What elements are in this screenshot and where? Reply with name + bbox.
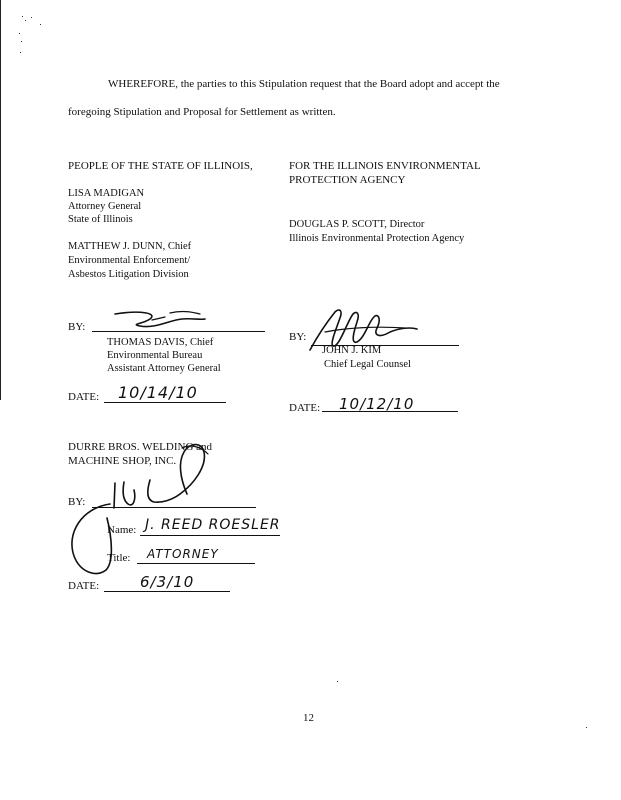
closing-line-2: foregoing Stipulation and Proposal for Settlement as written.	[68, 106, 336, 118]
scan-edge-line	[0, 0, 1, 400]
people-date-line	[104, 402, 226, 403]
ag-title-1: Attorney General	[68, 201, 142, 212]
scan-speck	[40, 24, 41, 25]
scan-speck	[31, 17, 32, 18]
page-number: 12	[303, 712, 314, 724]
respondent-title-label: Title:	[107, 552, 131, 564]
respondent-name-line	[140, 535, 280, 536]
closing-line-1: WHEREFORE, the parties to this Stipulation request that the Board adopt and accept the	[108, 78, 500, 90]
people-signer-title-1: Environmental Bureau	[107, 350, 203, 361]
director-name: DOUGLAS P. SCOTT, Director	[289, 219, 425, 230]
agency-by-label: BY:	[289, 331, 307, 343]
chief-title-1: Environmental Enforcement/	[68, 255, 191, 266]
agency-heading-1: FOR THE ILLINOIS ENVIRONMENTAL	[289, 160, 481, 172]
people-heading: PEOPLE OF THE STATE OF ILLINOIS,	[68, 160, 253, 172]
agency-signer-name: JOHN J. KIM	[322, 345, 382, 356]
scan-speck	[21, 41, 22, 42]
respondent-name-value: J. REED ROESLER	[145, 517, 281, 533]
agency-date-value: 10/12/10	[339, 395, 415, 413]
respondent-name-1: DURRE BROS. WELDING and	[68, 441, 213, 453]
people-signer-name: THOMAS DAVIS, Chief	[107, 337, 214, 348]
scan-speck	[20, 52, 21, 53]
respondent-date-value: 6/3/10	[140, 573, 195, 591]
respondent-signature	[62, 438, 222, 588]
people-date-value: 10/14/10	[118, 383, 198, 402]
scan-speck	[22, 16, 23, 17]
respondent-by-label: BY:	[68, 496, 86, 508]
scan-speck	[586, 727, 587, 728]
people-by-label: BY:	[68, 321, 86, 333]
respondent-date-label: DATE:	[68, 580, 100, 592]
agency-heading-2: PROTECTION AGENCY	[289, 174, 406, 186]
thomas-davis-signature	[110, 308, 210, 333]
agency-date-label: DATE:	[289, 402, 321, 414]
respondent-name-2: MACHINE SHOP, INC.	[68, 455, 177, 467]
chief-title-2: Asbestos Litigation Division	[68, 269, 189, 280]
people-signer-title-2: Assistant Attorney General	[107, 363, 221, 374]
scan-speck	[19, 33, 20, 34]
people-date-label: DATE:	[68, 391, 100, 403]
ag-name: LISA MADIGAN	[68, 188, 145, 199]
respondent-date-line	[104, 591, 230, 592]
director-title: Illinois Environmental Protection Agency	[289, 233, 465, 244]
chief-name: MATTHEW J. DUNN, Chief	[68, 241, 192, 252]
ag-title-2: State of Illinois	[68, 214, 133, 225]
respondent-title-value: ATTORNEY	[147, 547, 219, 561]
scan-speck	[337, 681, 338, 682]
respondent-name-label: Name:	[107, 524, 137, 536]
scan-speck	[25, 20, 26, 21]
agency-signer-title: Chief Legal Counsel	[324, 359, 411, 370]
respondent-title-line	[137, 563, 255, 564]
